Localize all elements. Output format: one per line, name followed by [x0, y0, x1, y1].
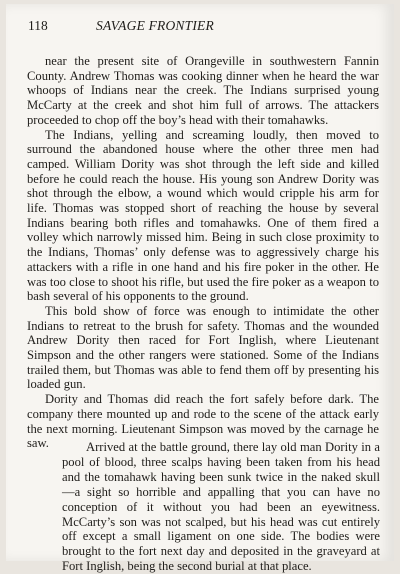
body-text — [27, 54, 379, 451]
book-page — [6, 4, 394, 574]
page-number: 118 — [28, 18, 48, 33]
paragraph: This bold show of force was enough to intimidate the other Indians to retreat to the brush for safety. Thomas and the wounded Andrew Dority then raced for Fort Inglish, where Lieutenant Simpson and the other rangers were stationed. Some of the Indians trailed them, but Thomas was able to fend them off by presenting his loaded gun. — [27, 303, 379, 392]
block-quote — [62, 440, 380, 574]
page-header — [28, 18, 378, 40]
paragraph: near the present site of Orangeville in southwestern Fannin County. Andrew Thomas was cooking dinner when he heard the war whoops of Indians near the creek. The Indians surprised young McCarty at the creek and shot him full of arrows. The attackers proceeded to chop off the boy’s head with their tomahawks. — [27, 54, 379, 127]
paragraph: The Indians, yelling and screaming loudly, then moved to surround the abandoned house where the other three men had camped. William Dority was shot through the left side and killed before he could reach the house. His young son Andrew Dority was shot through the elbow, a wound which would cripple his arm for life. Thomas was stopped short of reaching the house by several Indians bearing both rifles and tomahawks. One of them fired a volley which narrowly missed him. Being in such close proximity to the Indians, Thomas’ only defense was to aggressively charge his attackers with a rifle in one hand and his fire poker in the other. He was too close to shoot his rifle, but used the fire poker as a weapon to bash several of his opponents to the ground. — [27, 127, 379, 304]
paragraph: Dority and Thomas did reach the fort safely before dark. The company there mounted up and rode to the scene of the attack early the next morning. Lieutenant Simpson was moved by the carnage he saw. — [27, 392, 379, 451]
quote-paragraph: Arrived at the battle ground, there lay old man Dority in a pool of blood, three scalps having been taken from his head and the tomahawk having been sunk twice in the naked skull—a sight so horrible and appalling that you can have no conception of it without you had been an eyewitness. McCarty’s son was not scalped, but his head was cut entirely off except a small ligament on one side. The bodies were brought to the fort next day and deposited in the graveyard at Fort Inglish, being the second burial at that place. — [62, 440, 380, 574]
running-head: SAVAGE FRONTIER — [96, 18, 214, 33]
